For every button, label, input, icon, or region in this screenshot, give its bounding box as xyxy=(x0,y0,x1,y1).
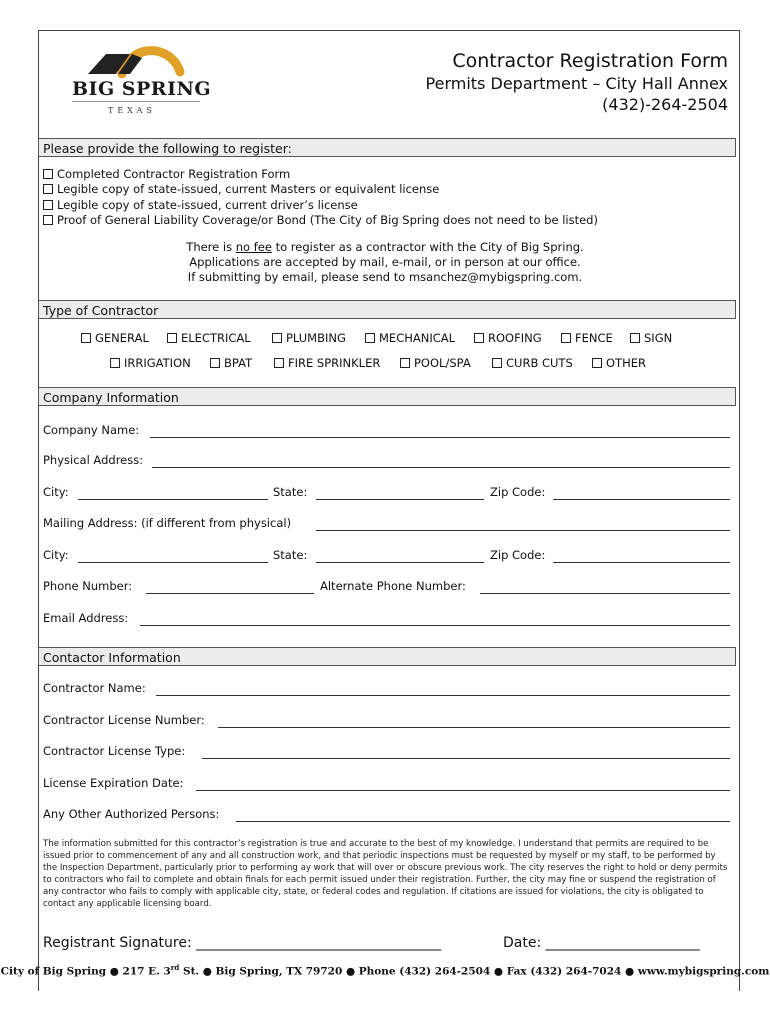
option-roofing[interactable]: ROOFING xyxy=(474,331,542,345)
email-label: Email Address: xyxy=(43,611,129,625)
contractor-type-heading: Type of Contractor xyxy=(38,300,736,319)
company-name-field[interactable] xyxy=(150,437,730,438)
license-type-label: Contractor License Type: xyxy=(43,744,186,758)
zip-field[interactable] xyxy=(553,499,730,500)
form-title: Contractor Registration Form xyxy=(452,50,728,72)
authorized-persons-label: Any Other Authorized Persons: xyxy=(43,807,220,821)
alt-phone-label: Alternate Phone Number: xyxy=(320,579,466,593)
zip-label: Zip Code: xyxy=(490,485,546,499)
license-type-field[interactable] xyxy=(202,758,730,759)
requirements-heading: Please provide the following to register: xyxy=(38,138,736,157)
contractor-name-field[interactable] xyxy=(156,695,730,696)
state-field[interactable] xyxy=(316,499,484,500)
checkbox[interactable] xyxy=(43,215,53,225)
checkbox[interactable] xyxy=(43,169,53,179)
submission-note: Applications are accepted by mail, e-mail, or in person at our office. xyxy=(189,255,581,269)
physical-address-field[interactable] xyxy=(152,467,730,468)
date-line[interactable]: Date: ______________________ xyxy=(503,935,700,951)
mailing-city-field[interactable] xyxy=(78,562,268,563)
company-name-label: Company Name: xyxy=(43,423,140,437)
signature-line[interactable]: Registrant Signature: ___________________________________ xyxy=(43,935,442,951)
option-fence[interactable]: FENCE xyxy=(561,331,613,345)
option-electrical[interactable]: ELECTRICAL xyxy=(167,331,251,345)
department-name: Permits Department – City Hall Annex xyxy=(425,74,728,93)
option-pool-spa[interactable]: POOL/SPA xyxy=(400,356,471,370)
mailing-address-field[interactable] xyxy=(316,530,730,531)
expiration-label: License Expiration Date: xyxy=(43,776,184,790)
option-curb-cuts[interactable]: CURB CUTS xyxy=(492,356,573,370)
company-info-heading: Company Information xyxy=(38,387,736,406)
phone-label: Phone Number: xyxy=(43,579,133,593)
requirement-item[interactable]: Legible copy of state-issued, current Masters or equivalent license xyxy=(43,182,439,196)
disclaimer-text: The information submitted for this contractor’s registration is true and accurate to the best of my knowledge. I understand that permits are required to be issued prior to commencement of any and all construction work, and that periodic inspections must be requested by myself or my staff, to be performed by the Inspection Department, particularly prior to performing ay work that will over or obscure previous work. The city reserves the right to hold or deny permits to contractors who fail to complete and obtain finals for each permit issued under their registration. Further, the city may fine or suspend the registration of any contractor who fails to comply with applicable city, state, or federal codes and regulation. If citations are issued for violations, the city is obligated to contact any applicable licensing board. xyxy=(43,839,728,909)
option-irrigation[interactable]: IRRIGATION xyxy=(110,356,191,370)
state-label: State: xyxy=(273,485,308,499)
requirement-item[interactable]: Proof of General Liability Coverage/or Bond (The City of Big Spring does not need to be listed) xyxy=(43,213,598,227)
license-number-label: Contractor License Number: xyxy=(43,713,205,727)
option-mechanical[interactable]: MECHANICAL xyxy=(365,331,455,345)
expiration-field[interactable] xyxy=(196,790,730,791)
city-label: City: xyxy=(43,485,69,499)
mailing-zip-field[interactable] xyxy=(553,562,730,563)
logo-state: TEXAS xyxy=(108,106,156,115)
requirement-item[interactable]: Legible copy of state-issued, current driver’s license xyxy=(43,198,358,212)
mailing-state-label: State: xyxy=(273,548,308,562)
fee-note: There is no fee to register as a contractor with the City of Big Spring. xyxy=(186,240,584,254)
mailing-zip-label: Zip Code: xyxy=(490,548,546,562)
department-phone: (432)-264-2504 xyxy=(602,95,728,114)
footer-contact: City of Big Spring ● 217 E. 3rd St. ● Big Spring, TX 79720 ● Phone (432) 264-2504 ● Fax (432) 264-7024 ● www.mybigspring.com xyxy=(0,963,770,978)
option-fire-sprinkler[interactable]: FIRE SPRINKLER xyxy=(274,356,380,370)
authorized-persons-field[interactable] xyxy=(236,821,730,822)
alt-phone-field[interactable] xyxy=(480,593,730,594)
option-general[interactable]: GENERAL xyxy=(81,331,149,345)
requirement-item[interactable]: Completed Contractor Registration Form xyxy=(43,167,290,181)
contractor-info-heading: Contactor Information xyxy=(38,647,736,666)
checkbox[interactable] xyxy=(43,200,53,210)
option-bpat[interactable]: BPAT xyxy=(210,356,252,370)
option-plumbing[interactable]: PLUMBING xyxy=(272,331,346,345)
city-field[interactable] xyxy=(78,499,268,500)
option-sign[interactable]: SIGN xyxy=(630,331,672,345)
logo-divider xyxy=(72,101,200,102)
mailing-city-label: City: xyxy=(43,548,69,562)
email-note: If submitting by email, please send to msanchez@mybigspring.com. xyxy=(187,270,583,284)
logo-wordmark: BIG SPRING xyxy=(72,78,212,100)
phone-field[interactable] xyxy=(146,593,314,594)
checkbox[interactable] xyxy=(43,184,53,194)
email-field[interactable] xyxy=(140,625,730,626)
license-number-field[interactable] xyxy=(218,727,730,728)
contractor-name-label: Contractor Name: xyxy=(43,681,146,695)
option-other[interactable]: OTHER xyxy=(592,356,646,370)
mailing-address-label: Mailing Address: (if different from physical) xyxy=(43,516,292,530)
physical-address-label: Physical Address: xyxy=(43,453,144,467)
mailing-state-field[interactable] xyxy=(316,562,484,563)
